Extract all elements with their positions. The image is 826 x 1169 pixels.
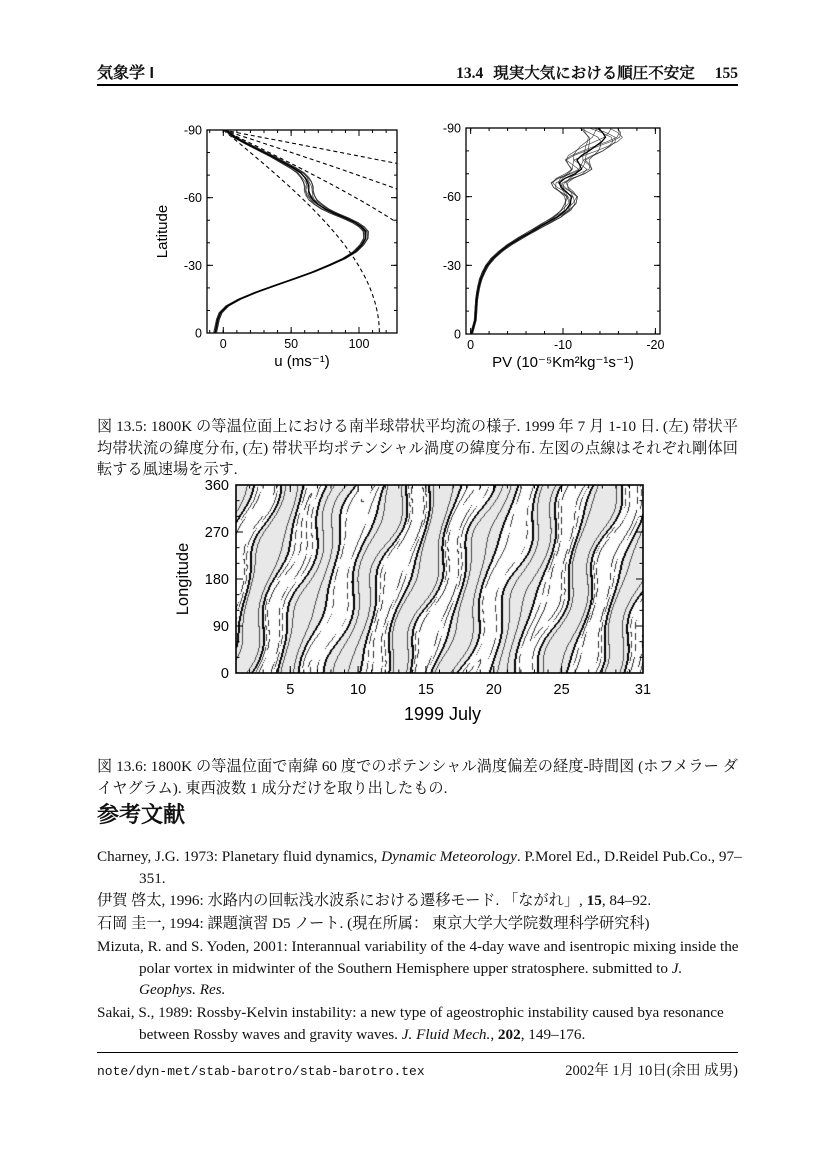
reference-item: 伊賀 啓太, 1996: 水路内の回転浅水波系における遷移モード. 「ながれ」, 15, 84–92.	[97, 892, 652, 910]
page-footer	[97, 1059, 738, 1080]
svg-text:0: 0	[195, 326, 202, 341]
zonal-wind-chart	[150, 112, 440, 372]
svg-text:10: 10	[350, 682, 367, 698]
svg-text:0: 0	[454, 327, 461, 342]
svg-text:1999 July: 1999 July	[403, 704, 482, 724]
svg-text:50: 50	[284, 337, 299, 351]
svg-text:-30: -30	[442, 258, 461, 273]
svg-text:90: 90	[212, 619, 229, 635]
header-rule	[97, 84, 738, 86]
svg-text:-20: -20	[646, 338, 665, 352]
page-number: 155	[714, 65, 738, 82]
svg-text:0: 0	[220, 666, 229, 682]
svg-text:-10: -10	[553, 338, 573, 352]
hovmoller-axes	[150, 470, 716, 725]
footer-rule	[97, 1052, 738, 1053]
svg-text:PV (10⁻⁵Km²kg⁻¹s⁻¹): PV (10⁻⁵Km²kg⁻¹s⁻¹)	[492, 354, 634, 371]
svg-text:25: 25	[553, 682, 570, 698]
references-list	[97, 846, 742, 1047]
pv-plot	[430, 110, 720, 372]
svg-text:31: 31	[634, 682, 652, 698]
svg-text:-60: -60	[183, 191, 202, 206]
svg-text:0: 0	[467, 338, 475, 352]
figure-13-5-caption: 図 13.5: 1800K の等温位面上における南半球帯状平均流の様子. 1999 年 7 月 1-10 日. (左) 帯状平均帯状流の緯度分布, (左) 帯状平均ポテンシャル渦度の緯度分布. 左図の点線はそれぞれ剛体回転する風速場を示す.	[97, 418, 738, 479]
svg-text:u (ms⁻¹): u (ms⁻¹)	[274, 353, 330, 370]
section-number: 13.4	[456, 65, 484, 82]
reference-item: Mizuta, R. and S. Yoden, 2001: Interannual variability of the 4-day wave and isentropic mixing inside the polar vortex in midwinter of the Southern Hemisphere upper stratosphere. submitted to J. Geophys. Res.	[97, 937, 739, 999]
svg-text:Longitude: Longitude	[174, 542, 192, 616]
svg-text:100: 100	[348, 337, 370, 351]
svg-text:-30: -30	[183, 258, 202, 273]
svg-text:-90: -90	[442, 121, 461, 136]
svg-text:-60: -60	[442, 190, 461, 205]
reference-item: Sakai, S., 1989: Rossby-Kelvin instability: a new type of ageostrophic instability caused bya resonance between Rossby waves and gravity waves. J. Fluid Mech., 202, 149–176.	[97, 1004, 724, 1043]
svg-text:5: 5	[286, 682, 295, 698]
svg-text:180: 180	[204, 572, 229, 588]
revision-date: 2002年 1月 10日(余田 成男)	[565, 1063, 738, 1079]
pv-chart	[430, 110, 720, 372]
section-title: 現実大気における順圧不安定	[493, 65, 695, 82]
svg-text:15: 15	[417, 682, 435, 698]
svg-text:20: 20	[485, 682, 502, 698]
svg-text:360: 360	[204, 478, 229, 494]
page-header	[97, 60, 738, 83]
reference-item: 石岡 圭一, 1994: 課題演習 D5 ノート. (現在所属： 東京大学大学院数理科学研究科)	[97, 915, 650, 933]
reference-item: Charney, J.G. 1973: Planetary fluid dynamics, Dynamic Meteorology. P.Morel Ed., D.Reidel Pub.Co., 97–351.	[97, 848, 742, 887]
svg-text:Latitude: Latitude	[154, 204, 171, 259]
zonal-wind-plot	[150, 112, 440, 372]
course-title: 気象学 I	[97, 65, 154, 82]
running-head	[456, 61, 738, 83]
svg-text:-90: -90	[183, 123, 202, 138]
hovmoller-chart	[150, 470, 716, 725]
svg-text:0: 0	[219, 337, 227, 351]
figure-13-6-caption: 図 13.6: 1800K の等温位面で南緯 60 度でのポテンシャル渦度偏差の経度-時間図 (ホフメラー ダイヤグラム). 東西波数 1 成分だけを取り出したもの.	[97, 758, 738, 797]
references-heading: 参考文献	[97, 802, 186, 827]
source-file-path: note/dyn-met/stab-barotro/stab-barotro.tex	[97, 1064, 425, 1079]
svg-text:270: 270	[204, 525, 229, 541]
